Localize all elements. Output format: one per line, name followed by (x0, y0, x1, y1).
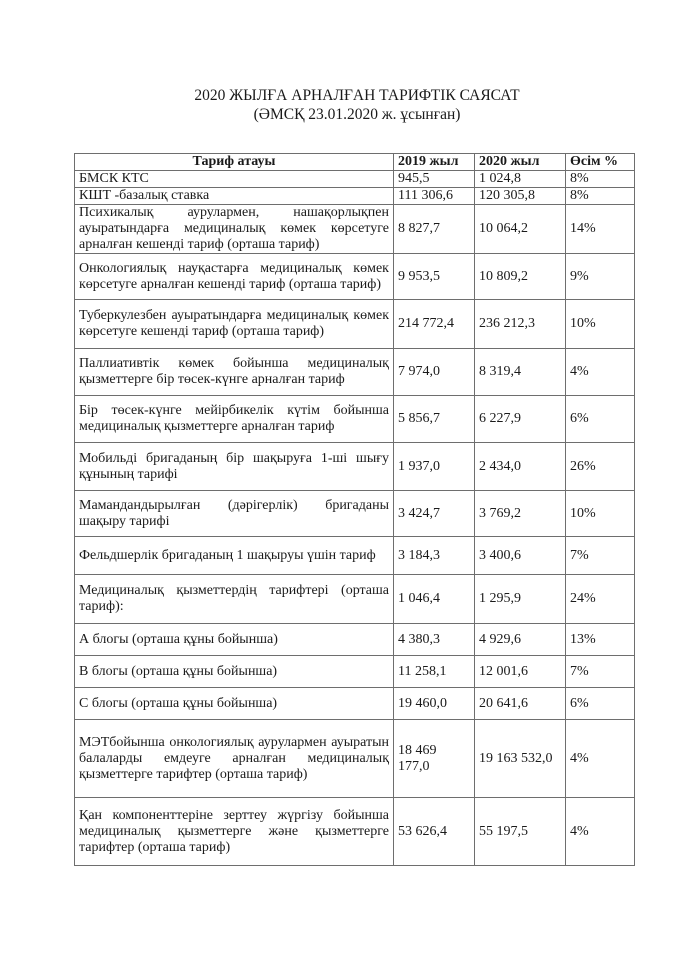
growth-cell: 4% (566, 720, 635, 798)
table-row (75, 575, 635, 624)
tariff-name-cell: Қан компоненттеріне зерттеу жүргізу бойынша медициналық қызметтерге және қызметтерге тарифтер (орташа тариф) (75, 798, 394, 866)
table-row (75, 491, 635, 537)
table-row (75, 443, 635, 491)
document-title: 2020 ЖЫЛҒА АРНАЛҒАН ТАРИФТІК САЯСАТ (194, 87, 520, 104)
tariff-name-cell: Туберкулезбен ауыратындарға медициналық көмек көрсетуге кешенді тариф (орташа тариф) (75, 300, 394, 349)
tariff-name-cell: Онкологиялық науқастарға медициналық көмек көрсетуге арналған кешенді тариф (орташа тариф) (75, 254, 394, 300)
table-row (75, 798, 635, 866)
value-2020-cell: 236 212,3 (475, 300, 566, 349)
value-2020-cell: 3 769,2 (475, 491, 566, 537)
growth-cell: 13% (566, 624, 635, 656)
value-2020-cell: 19 163 532,0 (475, 720, 566, 798)
value-2020-cell: 120 305,8 (475, 188, 566, 205)
tariff-name-cell: Бір төсек-күнге мейірбикелік күтім бойынша медициналық қызметтерге арналған тариф (75, 396, 394, 443)
tariff-table (74, 153, 635, 866)
value-2019-cell: 1 046,4 (394, 575, 475, 624)
value-2020-cell: 3 400,6 (475, 537, 566, 575)
growth-cell: 14% (566, 205, 635, 254)
value-2019-cell: 53 626,4 (394, 798, 475, 866)
value-2020-cell: 10 809,2 (475, 254, 566, 300)
value-2020-cell: 2 434,0 (475, 443, 566, 491)
tariff-name-cell: В блогы (орташа құны бойынша) (75, 656, 394, 688)
document-header (0, 86, 679, 124)
tariff-name-cell: Мобильді бригаданың бір шақыруға 1-ші шығу құнының тарифі (75, 443, 394, 491)
table-row (75, 171, 635, 188)
value-2020-cell: 6 227,9 (475, 396, 566, 443)
growth-cell: 9% (566, 254, 635, 300)
growth-cell: 24% (566, 575, 635, 624)
table-row (75, 537, 635, 575)
value-2019-cell: 9 953,5 (394, 254, 475, 300)
table-row (75, 720, 635, 798)
value-2019-cell: 4 380,3 (394, 624, 475, 656)
table-row (75, 349, 635, 396)
table-row (75, 688, 635, 720)
document-subtitle: (ӘМСҚ 23.01.2020 ж. ұсынған) (253, 106, 461, 123)
value-2020-cell: 4 929,6 (475, 624, 566, 656)
growth-cell: 8% (566, 171, 635, 188)
table-row (75, 656, 635, 688)
tariff-name-cell: А блогы (орташа құны бойынша) (75, 624, 394, 656)
table-row (75, 205, 635, 254)
value-2020-cell: 8 319,4 (475, 349, 566, 396)
growth-cell: 10% (566, 491, 635, 537)
header-2019: 2019 жыл (394, 154, 475, 171)
growth-cell: 7% (566, 656, 635, 688)
growth-cell: 10% (566, 300, 635, 349)
value-2019-cell: 945,5 (394, 171, 475, 188)
value-2019-cell: 7 974,0 (394, 349, 475, 396)
table-row (75, 624, 635, 656)
tariff-name-cell: Паллиативтік көмек бойынша медициналық қызметтерге бір төсек-күнге арналған тариф (75, 349, 394, 396)
value-2019-cell: 111 306,6 (394, 188, 475, 205)
tariff-name-cell: С блогы (орташа құны бойынша) (75, 688, 394, 720)
value-2019-cell: 3 184,3 (394, 537, 475, 575)
growth-cell: 6% (566, 396, 635, 443)
value-2019-cell: 11 258,1 (394, 656, 475, 688)
tariff-name-cell: МЭТбойынша онкологиялық аурулармен ауыратын балаларды емдеуге арналған медициналық қызметтерге тарифтер (орташа тариф) (75, 720, 394, 798)
tariff-name-cell: Психикалық аурулармен, нашақорлықпен ауыратындарға медициналық көмек көрсетуге арналған кешенді тариф (орташа тариф) (75, 205, 394, 254)
table-row (75, 396, 635, 443)
table-row (75, 254, 635, 300)
value-2020-cell: 55 197,5 (475, 798, 566, 866)
header-growth: Өсім % (566, 154, 635, 171)
value-2019-cell: 3 424,7 (394, 491, 475, 537)
value-2020-cell: 1 024,8 (475, 171, 566, 188)
value-2020-cell: 12 001,6 (475, 656, 566, 688)
table-row (75, 300, 635, 349)
value-2020-cell: 1 295,9 (475, 575, 566, 624)
growth-cell: 7% (566, 537, 635, 575)
tariff-name-cell: Мамандандырылған (дәрігерлік) бригаданы шақыру тарифі (75, 491, 394, 537)
header-2020: 2020 жыл (475, 154, 566, 171)
growth-cell: 4% (566, 349, 635, 396)
tariff-name-cell: Медициналық қызметтердің тарифтері (орташа тариф): (75, 575, 394, 624)
header-tariff-name: Тариф атауы (75, 154, 394, 171)
growth-cell: 8% (566, 188, 635, 205)
value-2019-cell: 19 460,0 (394, 688, 475, 720)
value-2020-cell: 10 064,2 (475, 205, 566, 254)
growth-cell: 26% (566, 443, 635, 491)
growth-cell: 6% (566, 688, 635, 720)
tariff-name-cell: Фельдшерлік бригаданың 1 шақыруы үшін тариф (75, 537, 394, 575)
tariff-name-cell: БМСК КТС (75, 171, 394, 188)
growth-cell: 4% (566, 798, 635, 866)
value-2019-cell: 5 856,7 (394, 396, 475, 443)
table-row (75, 188, 635, 205)
value-2019-cell: 214 772,4 (394, 300, 475, 349)
value-2019-cell: 18 469 177,0 (394, 720, 475, 798)
value-2020-cell: 20 641,6 (475, 688, 566, 720)
tariff-name-cell: КШТ -базалық ставка (75, 188, 394, 205)
value-2019-cell: 8 827,7 (394, 205, 475, 254)
value-2019-cell: 1 937,0 (394, 443, 475, 491)
table-header-row (75, 154, 635, 171)
